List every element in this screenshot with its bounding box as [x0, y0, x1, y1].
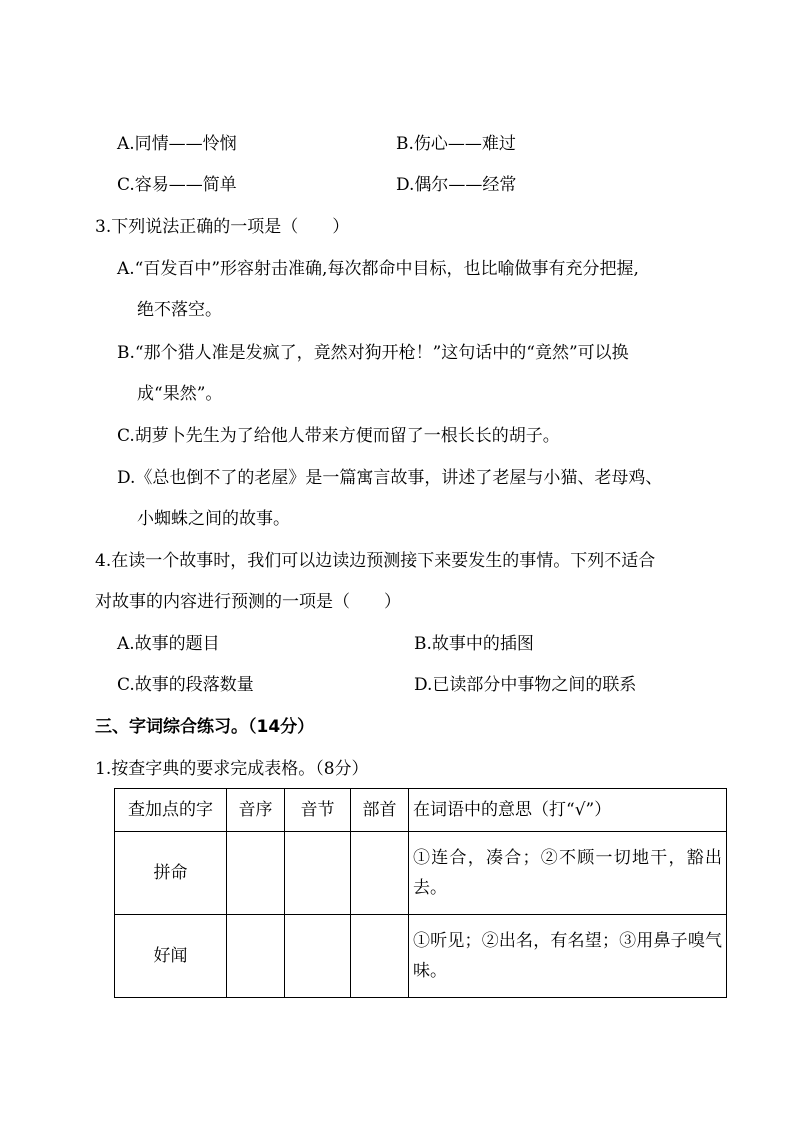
q4-option-d: D.已读部分中事物之间的联系 [414, 675, 637, 695]
q4-option-b: B.故事中的插图 [414, 634, 534, 654]
q3-option-b-line2: 成“果然”。 [137, 384, 223, 404]
q2-option-b: B.伤心——难过 [396, 134, 516, 154]
table-row [115, 832, 727, 915]
answer-cell[interactable] [285, 915, 351, 998]
answer-cell[interactable] [227, 915, 285, 998]
answer-cell[interactable] [351, 832, 409, 915]
q2-option-a: A.同情——怜悯 [117, 134, 237, 154]
q3-option-d-line1: D.《总也倒不了的老屋》是一篇寓言故事，讲述了老屋与小猫、老母鸡、 [117, 468, 663, 488]
answer-cell[interactable] [351, 915, 409, 998]
q4-option-c: C.故事的段落数量 [117, 675, 254, 695]
answer-cell[interactable] [285, 832, 351, 915]
row-meaning: ①听见；②出名，有名望；③用鼻子嗅气味。 [409, 915, 727, 998]
header-meaning: 在词语中的意思（打“√”） [409, 789, 727, 832]
q3-option-a-line2: 绝不落空。 [137, 300, 222, 320]
header-radical: 部首 [351, 789, 409, 832]
q3-option-d-line2: 小蜘蛛之间的故事。 [137, 509, 290, 529]
section3-title: 三、字词综合练习。（14分） [95, 717, 315, 737]
q3-stem: 3.下列说法正确的一项是（ ） [95, 217, 350, 237]
row-word: 拼命 [115, 832, 227, 915]
q4-option-a: A.故事的题目 [117, 634, 220, 654]
table-header-row [115, 789, 727, 832]
table-row [115, 915, 727, 998]
q2-option-c: C.容易——简单 [117, 175, 237, 195]
row-word: 好闻 [115, 915, 227, 998]
header-syllable: 音节 [285, 789, 351, 832]
q3-option-b-line1: B.“那个猎人准是发疯了，竟然对狗开枪！”这句话中的“竟然”可以换 [117, 343, 629, 363]
dictionary-table [114, 788, 727, 998]
answer-cell[interactable] [227, 832, 285, 915]
q3-option-c: C.胡萝卜先生为了给他人带来方便而留了一根长长的胡子。 [117, 426, 560, 446]
header-initial: 音序 [227, 789, 285, 832]
section3-question1: 1.按查字典的要求完成表格。（8分） [95, 759, 369, 779]
q4-stem-line1: 4.在读一个故事时，我们可以边读边预测接下来要发生的事情。下列不适合 [95, 551, 656, 571]
header-char: 查加点的字 [115, 789, 227, 832]
q4-stem-line2: 对故事的内容进行预测的一项是（ ） [95, 592, 401, 612]
q3-option-a-line1: A.“百发百中”形容射击准确,每次都命中目标，也比喻做事有充分把握, [117, 259, 639, 279]
q2-option-d: D.偶尔——经常 [396, 175, 517, 195]
row-meaning: ①连合，凑合；②不顾一切地干，豁出去。 [409, 832, 727, 915]
